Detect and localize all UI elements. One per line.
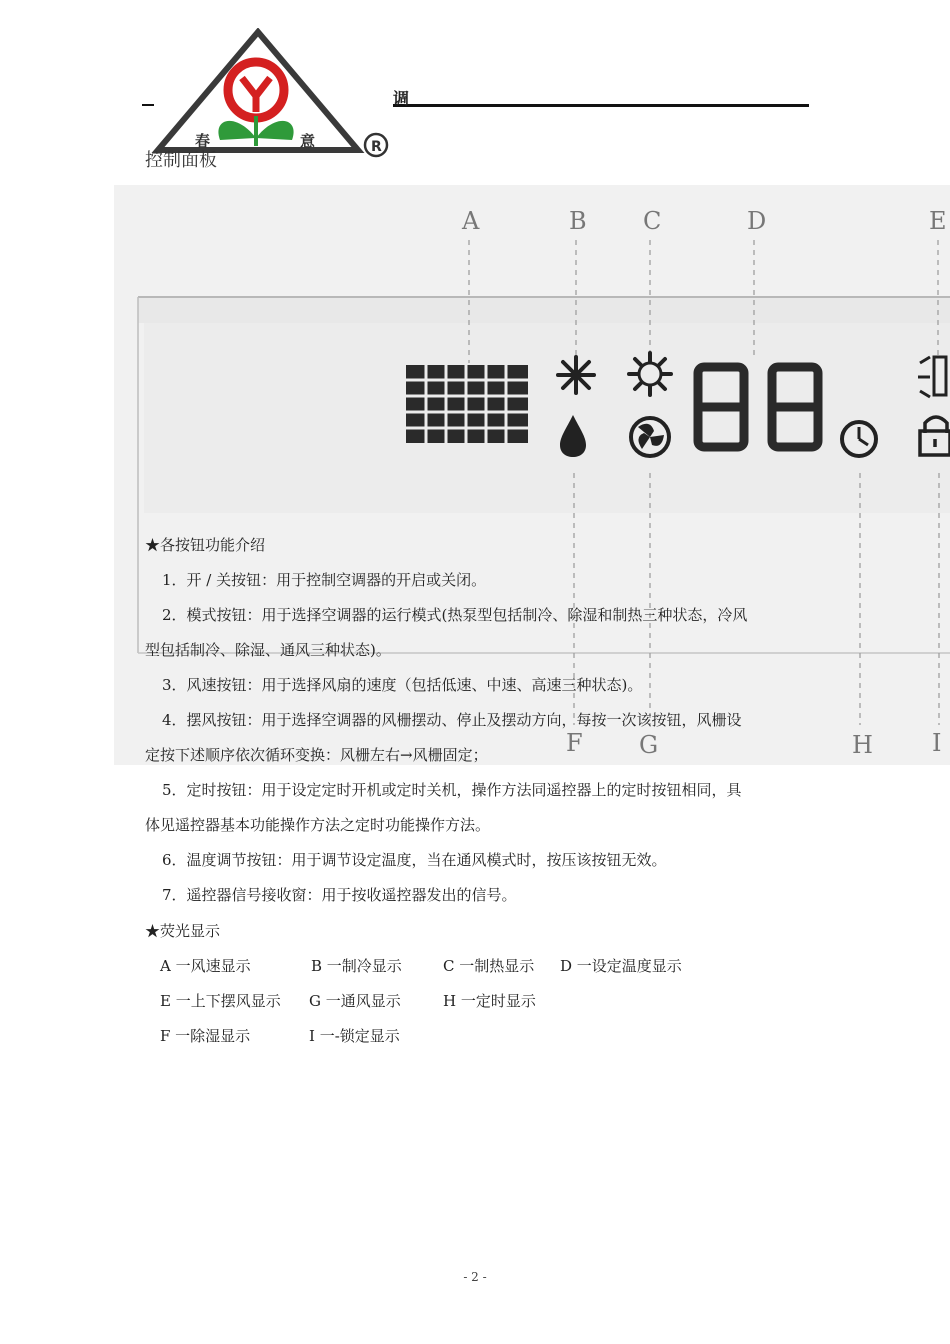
label-f: F [566,729,583,757]
fan-speed-grid-icon [406,365,528,443]
function-line-9: 6．温度调节按钮：用于调节设定温度，当在通风模式时，按压该按钮无效。 [162,851,667,869]
function-line-6: 定按下述顺序依次循环变换：风栅左右→风栅固定； [145,746,488,764]
legend-a: A 一风速显示 [160,957,251,975]
function-line-8: 体见遥控器基本功能操作方法之定时功能操作方法。 [145,816,491,834]
legend-h: H 一定时显示 [443,992,536,1010]
timer-clock-icon [842,422,876,456]
function-line-4: 3．风速按钮：用于选择风扇的速度（包括低速、中速、高速三种状态)。 [162,676,643,694]
functions-heading: ★各按钮功能介绍 [145,536,266,554]
label-h: H [852,731,873,759]
label-c: C [643,207,662,235]
fan-icon [631,418,669,456]
company-logo [150,28,395,160]
label-e: E [929,207,947,235]
label-a: A [462,207,480,235]
legend-e: E 一上下摆风显示 [160,992,281,1010]
header-rule-left [142,104,154,106]
function-line-3: 型包括制冷、除湿、通风三种状态)。 [145,641,391,659]
sun-icon [629,353,671,395]
display-heading: ★荧光显示 [145,922,221,940]
legend-i: I 一-锁定显示 [309,1027,400,1045]
function-line-7: 5．定时按钮：用于设定定时开机或定时关机，操作方法同遥控器上的定时按钮相同，具 [162,781,742,799]
label-i: I [932,729,942,757]
legend-b: B 一制冷显示 [311,957,402,975]
label-g: G [639,731,659,759]
legend-d: D 一设定温度显示 [560,957,682,975]
function-line-10: 7．遥控器信号接收窗：用于按收遥控器发出的信号。 [162,886,517,904]
page-number: - 2 - [463,1270,487,1284]
function-line-2: 2．模式按钮：用于选择空调器的运行模式(热泵型包括制冷、除湿和制热三种状态，冷风 [162,606,748,624]
snowflake-icon [558,357,594,393]
panel-caption: 控制面板 [145,150,217,171]
legend-g: G 一通风显示 [309,992,401,1010]
svg-text:R: R [371,139,382,155]
header-rule-right [393,104,809,107]
svg-text:意: 意 [300,132,316,150]
svg-text:春: 春 [195,132,211,150]
function-line-5: 4．摆风按钮：用于选择空调器的风栅摆动、停止及摆动方向，每按一次该按钮，风栅设 [162,711,742,729]
label-d: D [747,207,767,235]
function-line-1: 1．开 / 关按钮：用于控制空调器的开启或关闭。 [162,571,487,589]
label-b: B [569,207,587,235]
header-title: 调 [393,89,410,108]
legend-f: F 一除湿显示 [160,1027,251,1045]
legend-c: C 一制热显示 [443,957,535,975]
